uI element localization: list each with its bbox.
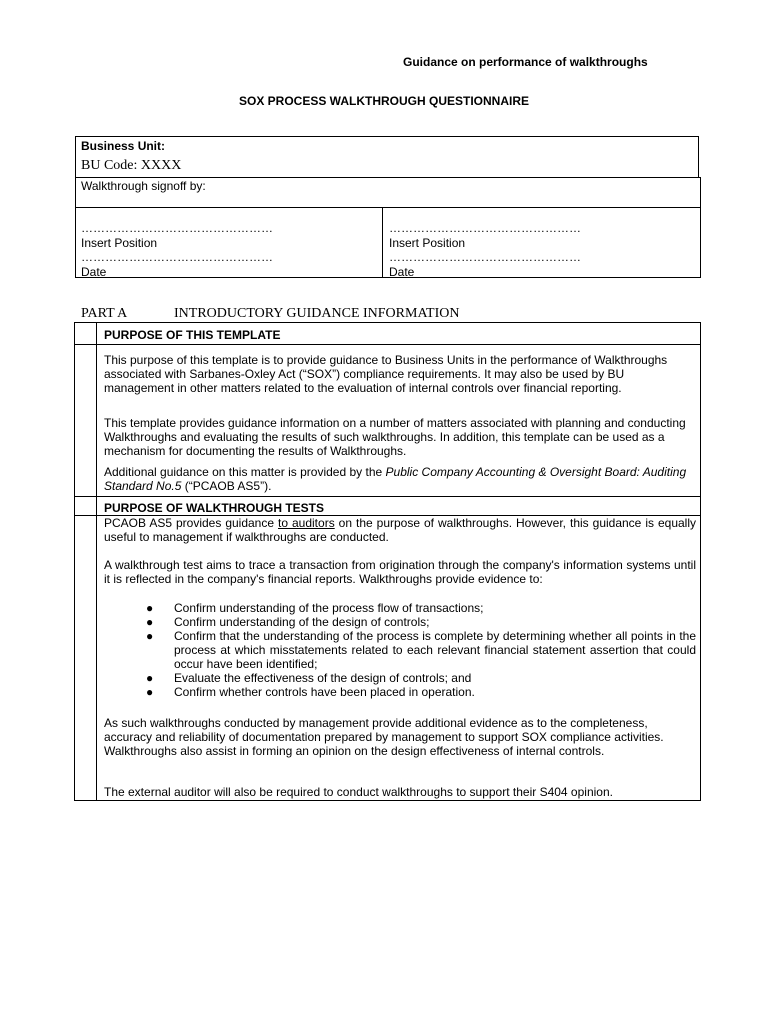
section2-paragraph-3: As such walkthroughs conducted by management provide additional evidence as to the completeness, accuracy and reliability of documentation prepared by management to support SOX compliance activities. Walkthroughs also assist in forming an opinion on the design effectiveness of internal controls. (104, 716, 664, 758)
position-field[interactable]: Insert Position (81, 235, 158, 250)
position-field[interactable]: Insert Position (389, 235, 466, 250)
table-row-divider (75, 344, 700, 345)
list-item-text: Confirm understanding of the process flow of transactions; (174, 601, 484, 615)
list-item-text: Evaluate the effectiveness of the design of controls; and (174, 671, 472, 685)
paragraph-text: Additional guidance on this matter is provided by the (104, 465, 386, 479)
signoff-divider (76, 207, 700, 208)
bullet-icon: ● (146, 685, 154, 699)
section2-paragraph-4: The external auditor will also be required to conduct walkthroughs to support their S404 opinion. (104, 785, 613, 799)
bullet-icon: ● (146, 629, 154, 643)
signoff-label: Walkthrough signoff by: (81, 179, 206, 193)
standard-reference: Public Company Accounting & Oversight Board: Auditing Standard No.5 (104, 465, 687, 493)
section2-paragraph-1 (104, 516, 696, 544)
paragraph-text: on the purpose of walkthroughs. However, this guidance is equally useful to management if walkthroughs are conducted. (104, 516, 696, 544)
list-item (146, 601, 696, 615)
section-heading-walkthrough-tests: PURPOSE OF WALKTHROUGH TESTS (104, 501, 325, 515)
date-line[interactable]: ………………………………………… (81, 250, 273, 264)
section-heading-purpose-template: PURPOSE OF THIS TEMPLATE (104, 328, 281, 342)
section2-paragraph-2: A walkthrough test aims to trace a transaction from origination through the company's information systems until it is reflected in the company's financial reports. Walkthroughs provide evidence to: (104, 558, 696, 586)
signoff-left-block (81, 221, 273, 279)
list-item-text: Confirm understanding of the design of controls; (174, 615, 430, 629)
signoff-box (75, 177, 701, 278)
date-line[interactable]: ………………………………………… (389, 250, 581, 264)
guidance-table (74, 322, 701, 801)
business-unit-box (75, 136, 699, 178)
signoff-right-block (389, 221, 581, 279)
business-unit-label: Business Unit: (81, 139, 166, 153)
document-title: SOX PROCESS WALKTHROUGH QUESTIONNAIRE (238, 94, 530, 108)
list-item-text: Confirm that the understanding of the process is complete by determining whether all points in the process at which misstatements related to each relevant financial statement assertion that could occur have been identified; (174, 629, 696, 671)
list-item (146, 671, 696, 685)
underlined-text: to auditors (278, 516, 335, 530)
evidence-bullet-list (146, 601, 696, 699)
header-guidance-text: Guidance on performance of walkthroughs (403, 55, 648, 69)
bullet-icon: ● (146, 615, 154, 629)
date-label: Date (389, 264, 415, 279)
section1-paragraph-3 (104, 465, 696, 493)
table-row-divider (75, 496, 700, 497)
paragraph-text: PCAOB AS5 provides guidance (104, 516, 279, 530)
table-column-divider (96, 323, 97, 800)
list-item-text: Confirm whether controls have been placed in operation. (174, 685, 475, 699)
paragraph-text: (“PCAOB AS5”). (181, 479, 272, 493)
list-item (146, 685, 696, 699)
list-item (146, 629, 696, 671)
bu-code-field[interactable]: BU Code: XXXX (81, 158, 182, 173)
signature-line[interactable]: ………………………………………… (81, 221, 273, 235)
bullet-icon: ● (146, 601, 154, 615)
bullet-icon: ● (146, 671, 154, 685)
date-label: Date (81, 264, 107, 279)
signature-line[interactable]: ………………………………………… (389, 221, 581, 235)
part-a-label: PART A (81, 306, 128, 321)
part-a-title: INTRODUCTORY GUIDANCE INFORMATION (174, 306, 460, 321)
part-a-heading (81, 306, 460, 322)
signoff-column-divider (382, 207, 383, 277)
list-item (146, 615, 696, 629)
section1-paragraph-2: This template provides guidance information on a number of matters associated with planning and conducting Walkthroughs and evaluating the results of such walkthroughs. In addition, this template can be used as a mechanism for documenting the results of Walkthroughs. (104, 416, 686, 458)
section1-paragraph-1: This purpose of this template is to provide guidance to Business Units in the performance of Walkthroughs associated with Sarbanes-Oxley Act (“SOX”) compliance requirements. It may also be used by BU management in other matters related to the evaluation of internal controls over financial reporting. (104, 353, 668, 395)
